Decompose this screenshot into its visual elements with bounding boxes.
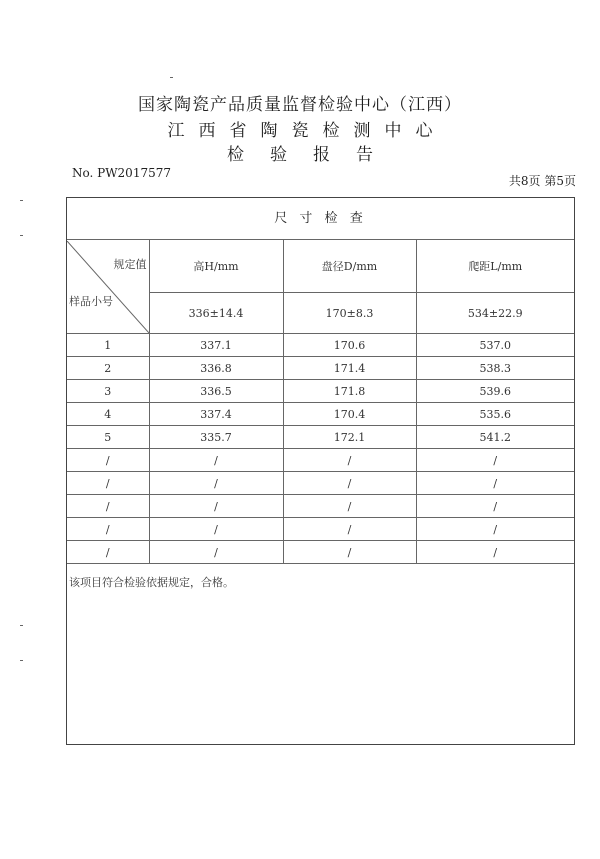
sample-number-cell: 5 xyxy=(67,426,149,449)
org-name-line1: 国家陶瓷产品质量监督检验中心（江西） xyxy=(138,95,462,115)
diameter-value-cell: 171.4 xyxy=(283,357,416,380)
height-value-cell: / xyxy=(149,472,283,495)
scan-mark xyxy=(20,660,23,661)
scan-mark xyxy=(170,77,173,78)
sample-number-cell: / xyxy=(67,472,149,495)
diameter-value-cell: 172.1 xyxy=(283,426,416,449)
table-row xyxy=(67,518,574,541)
dimension-table xyxy=(67,239,574,564)
table-row xyxy=(67,472,574,495)
creepage-value-cell: / xyxy=(416,472,574,495)
height-value-cell: 335.7 xyxy=(149,426,283,449)
column-header-height: 高H/mm xyxy=(149,240,283,293)
table-row xyxy=(67,449,574,472)
diameter-value-cell: / xyxy=(283,518,416,541)
height-value-cell: / xyxy=(149,495,283,518)
spec-creepage: 534±22.9 xyxy=(416,293,574,334)
conclusion-text: 该项目符合检验依据规定，合格。 xyxy=(69,576,234,589)
diameter-value-cell: / xyxy=(283,472,416,495)
report-number: No. PW2017577 xyxy=(72,166,171,180)
height-value-cell: / xyxy=(149,541,283,564)
column-header-diameter: 盘径D/mm xyxy=(283,240,416,293)
sample-number-cell: / xyxy=(67,541,149,564)
creepage-value-cell: / xyxy=(416,541,574,564)
height-value-cell: 336.5 xyxy=(149,380,283,403)
scan-mark xyxy=(20,625,23,626)
height-value-cell: 336.8 xyxy=(149,357,283,380)
sample-number-cell: 2 xyxy=(67,357,149,380)
creepage-value-cell: 537.0 xyxy=(416,334,574,357)
height-value-cell: 337.1 xyxy=(149,334,283,357)
measurement-rows xyxy=(67,334,574,564)
creepage-value-cell: / xyxy=(416,449,574,472)
spec-height: 336±14.4 xyxy=(149,293,283,334)
height-value-cell: 337.4 xyxy=(149,403,283,426)
table-row xyxy=(67,380,574,403)
table-row xyxy=(67,495,574,518)
sample-number-cell: / xyxy=(67,449,149,472)
table-caption: 尺 寸 检 查 xyxy=(67,198,574,240)
table-row xyxy=(67,357,574,380)
table-row xyxy=(67,541,574,564)
sample-number-cell: 3 xyxy=(67,380,149,403)
creepage-value-cell: / xyxy=(416,495,574,518)
height-value-cell: / xyxy=(149,518,283,541)
creepage-value-cell: 541.2 xyxy=(416,426,574,449)
diameter-value-cell: 170.6 xyxy=(283,334,416,357)
scan-mark xyxy=(20,235,23,236)
sample-number-cell: 4 xyxy=(67,403,149,426)
sample-number-cell: / xyxy=(67,518,149,541)
table-row xyxy=(67,426,574,449)
table-row xyxy=(67,334,574,357)
diameter-value-cell: 170.4 xyxy=(283,403,416,426)
header-row xyxy=(67,240,574,293)
corner-cell xyxy=(67,240,149,334)
table-row xyxy=(67,403,574,426)
report-title: 检验报告 xyxy=(227,145,399,165)
sample-label: 样品小号 xyxy=(69,294,113,308)
creepage-value-cell: 538.3 xyxy=(416,357,574,380)
diameter-value-cell: / xyxy=(283,541,416,564)
spec-label: 规定值 xyxy=(113,257,147,271)
diameter-value-cell: 171.8 xyxy=(283,380,416,403)
creepage-value-cell: 535.6 xyxy=(416,403,574,426)
org-name-line2: 江西省陶瓷检测中心 xyxy=(167,121,447,141)
height-value-cell: / xyxy=(149,449,283,472)
creepage-value-cell: 539.6 xyxy=(416,380,574,403)
sample-number-cell: / xyxy=(67,495,149,518)
diagonal-line xyxy=(67,241,149,333)
page-indicator: 共8页 第5页 xyxy=(508,174,576,188)
diameter-value-cell: / xyxy=(283,495,416,518)
inspection-sheet xyxy=(66,197,575,745)
scan-mark xyxy=(20,200,23,201)
diameter-value-cell: / xyxy=(283,449,416,472)
creepage-value-cell: / xyxy=(416,518,574,541)
sample-number-cell: 1 xyxy=(67,334,149,357)
column-header-creepage: 爬距L/mm xyxy=(416,240,574,293)
spec-diameter: 170±8.3 xyxy=(283,293,416,334)
